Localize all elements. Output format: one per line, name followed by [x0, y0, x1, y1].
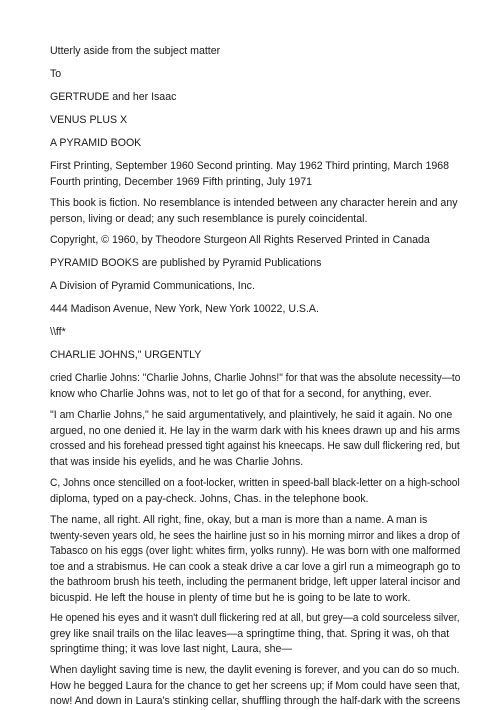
text-line: "I am Charlie Johns," he said argumentatively, and plaintively, he said it again. No one — [50, 409, 453, 421]
text-line: How he begged Laura for the chance to get her screens up; if Mom could have seen that, — [50, 679, 461, 692]
text-line: He opened his eyes and it wasn't dull flickering red at all, but grey—a cold sourceless silver, — [50, 612, 460, 624]
publisher-address — [50, 302, 460, 318]
body-paragraph — [50, 371, 460, 402]
text-line: Tabasco on his eggs (over light: whites firm, yolks runny). He was born with one malformed — [50, 545, 461, 557]
printing-history — [50, 159, 460, 190]
text-line: The name, all right. All right, fine, okay, but a man is more than a name. A man is — [50, 514, 428, 526]
dedication-to — [50, 67, 460, 83]
text-line: Copyright, © 1960, by Theodore Sturgeon All Rights Reserved Printed in Canada — [50, 234, 430, 246]
text-line: When daylight saving time is new, the daylit evening is forever, and you can do so much. — [50, 664, 460, 676]
dedication-note — [50, 44, 460, 60]
text-line: CHARLIE JOHNS," URGENTLY — [50, 349, 202, 361]
body-paragraph — [50, 663, 460, 710]
text-line: A PYRAMID BOOK — [50, 137, 142, 149]
body-paragraph — [50, 513, 460, 606]
text-line: toe and a strabismus. He can cook a steak drive a car love a girl run a mimeograph go to — [50, 560, 461, 573]
text-line: A Division of Pyramid Communications, Inc. — [50, 280, 255, 292]
text-line: cried Charlie Johns: "Charlie Johns, Charlie Johns!" for that was the absolute necessity—to — [50, 372, 461, 384]
text-line: the bathroom brush his teeth, including the permanent bridge, left upper lateral incisor and — [50, 576, 461, 588]
text-line: person, living or dead; any such resemblance is purely coincidental. — [50, 212, 368, 225]
fiction-disclaimer — [50, 196, 460, 227]
text-line: First Printing, September 1960 Second printing. May 1962 Third printing, March 1968 — [50, 160, 450, 172]
text-line: argued, no one denied it. He lay in the warm dark with his knees drawn up and his arms — [50, 424, 461, 437]
text-line: PYRAMID BOOKS are published by Pyramid Publications — [50, 257, 322, 269]
text-line: diploma, typed on a pay-check. Johns, Chas. in the telephone book. — [50, 492, 369, 505]
text-line: Fourth printing, December 1969 Fifth printing, July 1971 — [50, 175, 313, 188]
text-line: know who Charlie Johns was, not to let go of that for a second, for anything, ever. — [50, 387, 432, 400]
text-line: \\ff* — [50, 326, 66, 338]
text-line: crossed and his forehead pressed tight against his kneecaps. He saw dull flickering red, but — [50, 440, 460, 452]
body-paragraph — [50, 611, 460, 658]
text-line: GERTRUDE and her Isaac — [50, 91, 177, 103]
text-line: This book is fiction. No resemblance is intended between any character herein and any — [50, 197, 458, 209]
copyright-notice — [50, 233, 460, 249]
text-line: Utterly aside from the subject matter — [50, 45, 221, 57]
text-line: springtime thing; it was love last night, Laura, she— — [50, 643, 293, 655]
chapter-heading — [50, 348, 460, 364]
book-title — [50, 113, 460, 129]
publisher-line — [50, 136, 460, 152]
publisher-division — [50, 279, 460, 295]
text-line: VENUS PLUS X — [50, 114, 128, 126]
dedication-names — [50, 90, 460, 106]
text-line: bicuspid. He left the house in plenty of time but he is going to be late to work. — [50, 591, 411, 604]
text-line: now! And down in Laura's stinking cellar, shuffling through the half-dark with the screens — [50, 695, 461, 707]
text-line: twenty-seven years old, he sees the hairline just so in his morning mirror and likes a drop of — [50, 529, 460, 542]
body-paragraph — [50, 408, 460, 470]
ocr-artifact — [50, 325, 460, 341]
text-line: To — [50, 68, 62, 80]
text-line: grey like snail trails on the lilac leaves—a springtime thing, that. Spring it was, oh that — [50, 627, 450, 640]
text-line: that was inside his eyelids, and he was Charlie Johns. — [50, 455, 304, 468]
body-paragraph — [50, 476, 460, 507]
text-line: C, Johns once stencilled on a foot-locker, written in speed-ball black-letter on a high-school — [50, 477, 460, 489]
text-line: 444 Madison Avenue, New York, New York 10022, U.S.A. — [50, 303, 319, 315]
publisher-notice — [50, 256, 460, 272]
